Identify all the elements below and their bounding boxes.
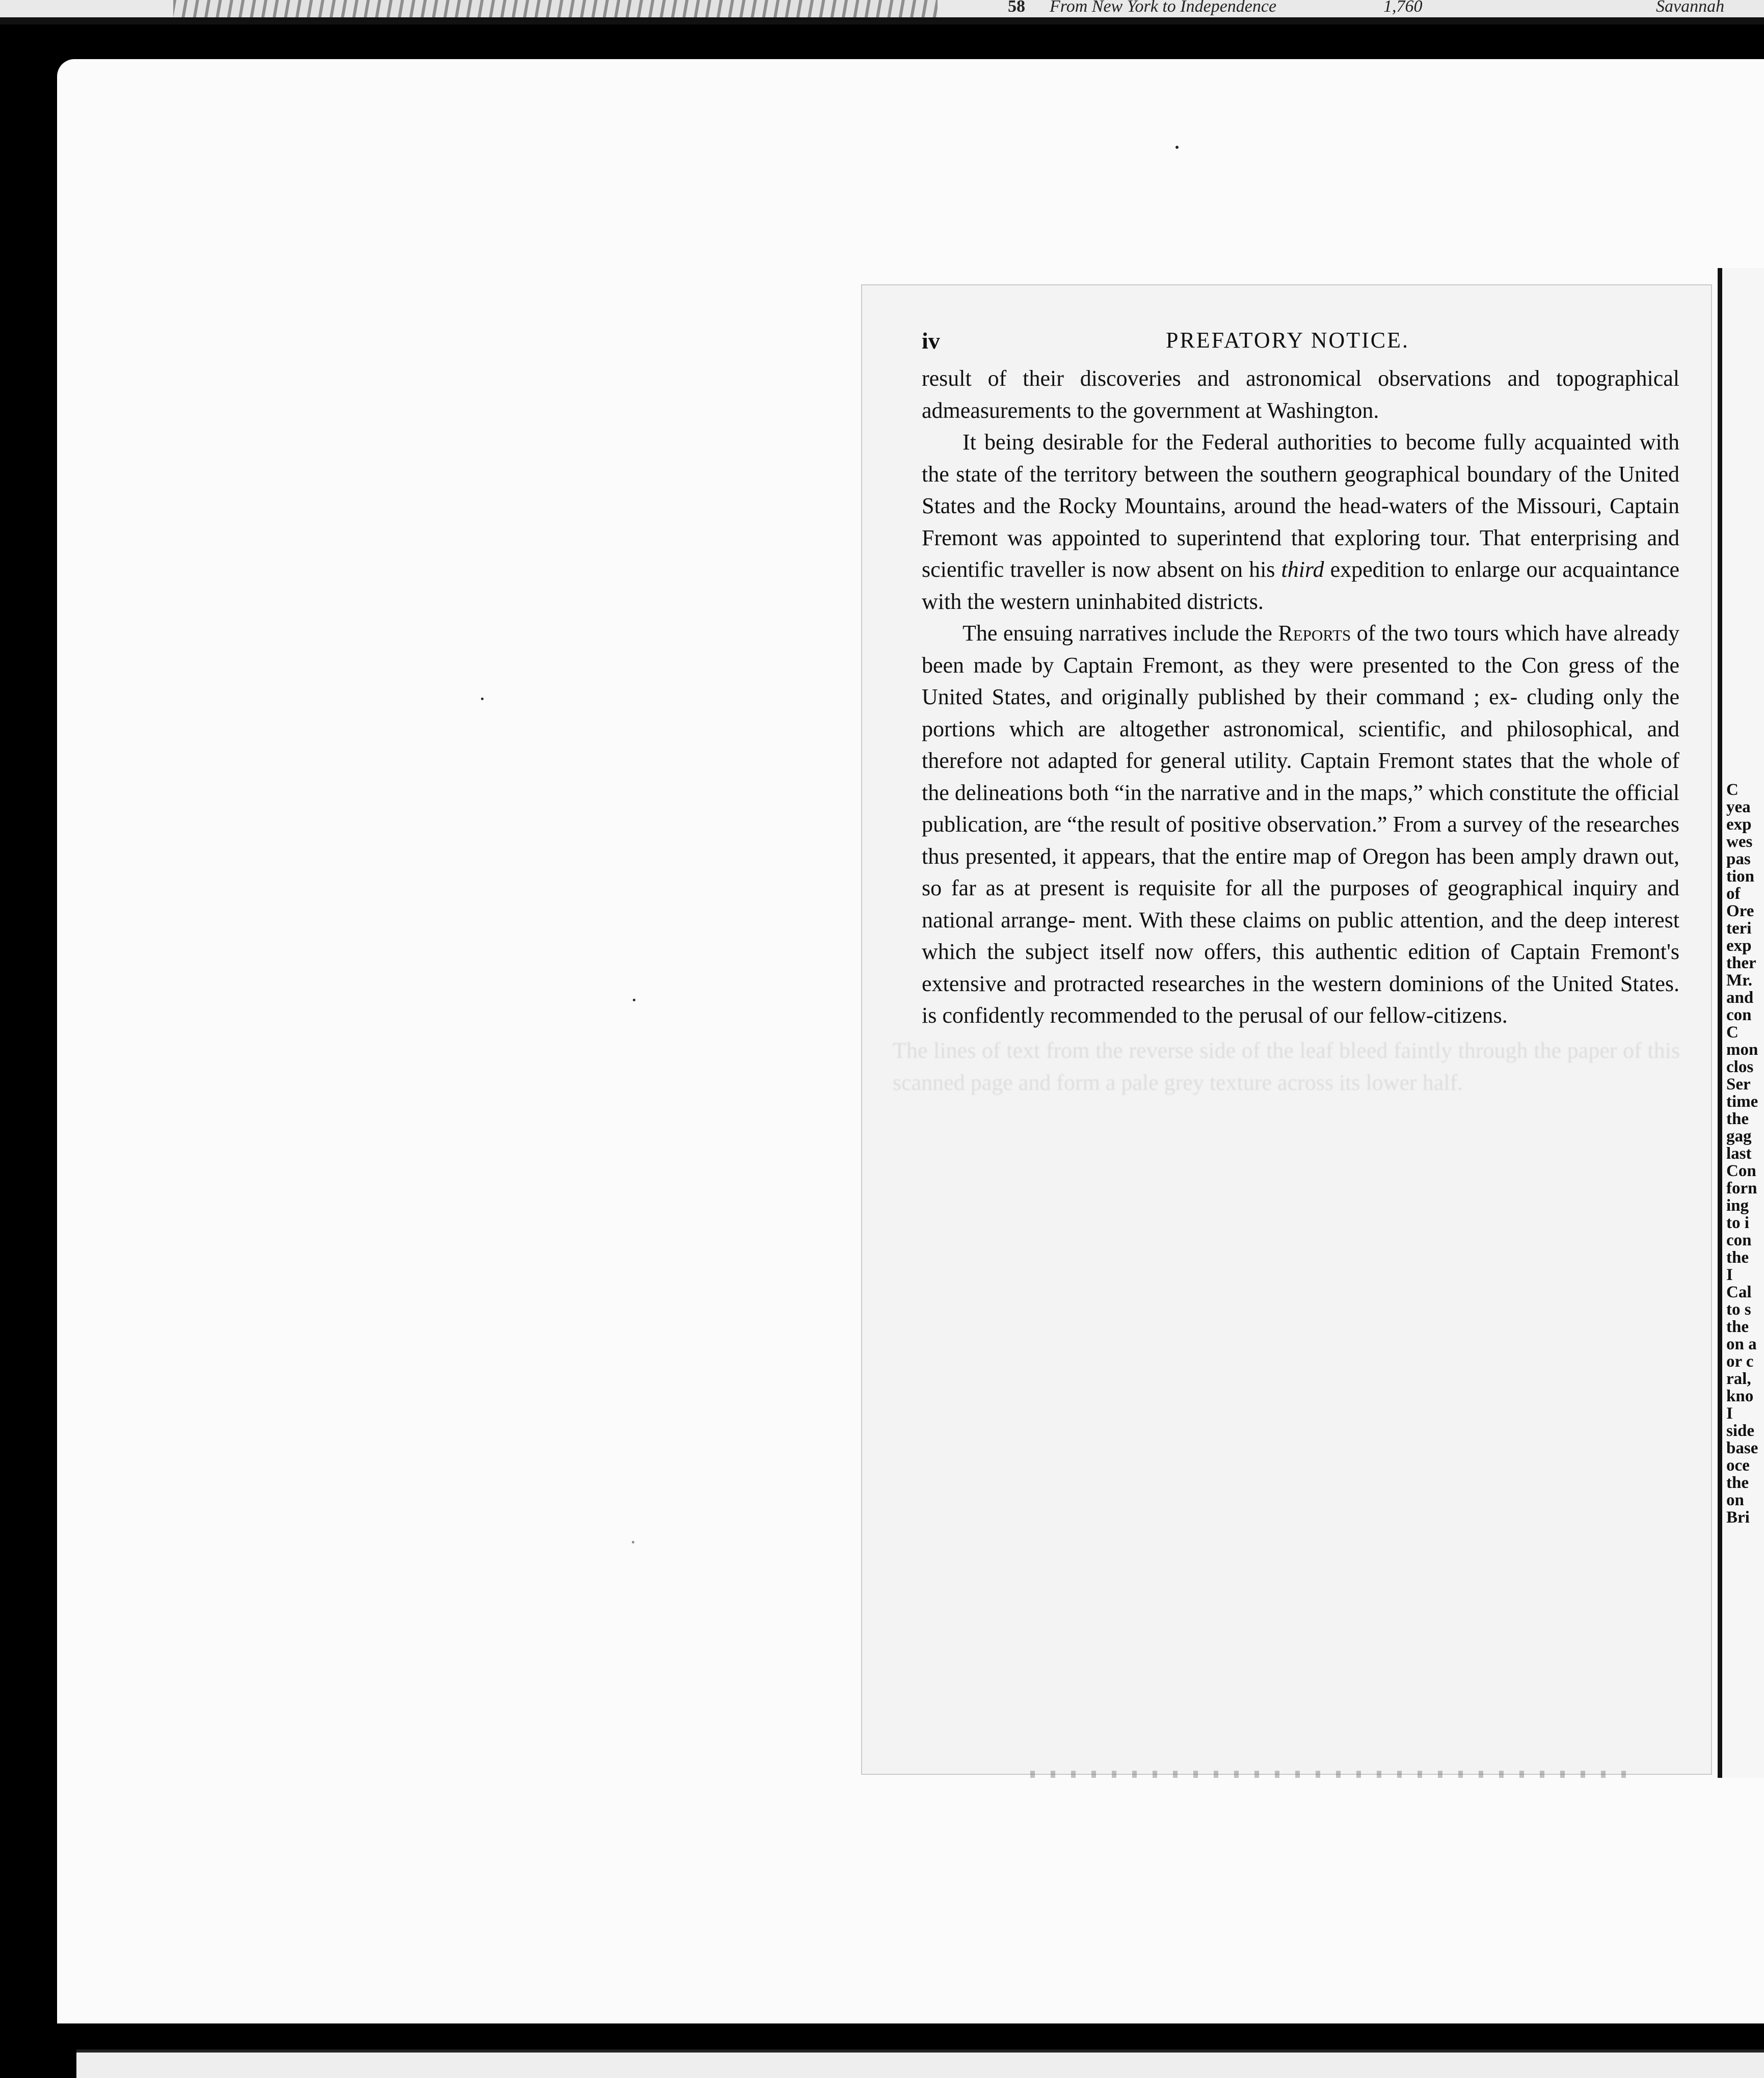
adjacent-line-fragment: C	[1726, 1023, 1739, 1042]
adjacent-document-strip	[0, 0, 1764, 24]
adjacent-line-fragment: the	[1726, 1110, 1749, 1128]
adjacent-line-fragment: ing	[1726, 1196, 1749, 1215]
adjacent-line-fragment: on	[1726, 1491, 1744, 1509]
adjacent-page-edge	[1718, 268, 1764, 1778]
adjacent-line-fragment: time	[1726, 1093, 1758, 1111]
dust-speck	[481, 698, 484, 700]
adjacent-line-fragment: wes	[1726, 833, 1753, 851]
adjacent-line-fragment: forn	[1726, 1179, 1757, 1197]
adjacent-line-fragment: oce	[1726, 1456, 1750, 1475]
adjacent-line-fragment: ther	[1726, 954, 1756, 972]
running-head: PREFATORY NOTICE.	[1165, 328, 1410, 353]
adjacent-line-fragment: Mr.	[1726, 971, 1753, 990]
adjacent-line-fragment: Bri	[1726, 1508, 1750, 1527]
book-page	[861, 284, 1712, 1775]
adjacent-line-fragment: the	[1726, 1248, 1749, 1267]
adjacent-line-fragment: base	[1726, 1439, 1758, 1457]
paragraph-3-text: The ensuing narratives include the	[963, 621, 1272, 646]
paragraph-3	[922, 618, 1679, 1032]
paragraph-2-text: It being desirable for the Federal authorities to become fully acquainted with the state of the territory between the southern geographical boundary of the United States and the Rocky Mountains, around the head-waters of the Missouri, Captain Fremont was appointed to superintend that exploring tour. That enterprising and scientific traveller is now absent on his	[922, 430, 1679, 582]
adjacent-line-fragment: I	[1726, 1266, 1733, 1284]
adjacent-line-fragment: Ore	[1726, 902, 1754, 920]
engraving-fragment	[173, 0, 938, 17]
adjacent-line-fragment: to i	[1726, 1214, 1749, 1232]
adjacent-line-fragment: clos	[1726, 1058, 1754, 1076]
dust-speck	[632, 1541, 634, 1543]
paragraph-2-tail: expedition to enlarge our acquaintance with the western uninhabited districts.	[922, 557, 1680, 614]
adjacent-line-fragment: kno	[1726, 1387, 1754, 1405]
show-through-text: The lines of text from the reverse side of the leaf bleed faintly through the paper of this scanned page and form a pale grey texture across its lower half.	[893, 1038, 1680, 1095]
body-text	[922, 363, 1679, 1032]
adjacent-line-fragment: Ser	[1726, 1075, 1751, 1094]
torn-bottom-edge	[1030, 1771, 1642, 1778]
paragraph-3-tail: of the two tours which have already been made by Captain Fremont, as they were presented to the Con gress of the United States, and originally published by their command ; ex- cluding only the portions which are altogether astronomical, scientific, and philosophical, and therefore not adapted for general utility. Captain Fremont states that the whole of the delineations both “in the narrative and in the maps,” which constitute the official publication, are “the result of positive observation.” From a survey of the researches thus presented, it appears, that the entire map of Oregon has been amply drawn out, so far as at present is requisite for all the purposes of geographical inquiry and national arrange- ment. With these claims on public attention, and the deep interest which the subject itself now offers, this authentic edition of Captain Fremont's extensive and protracted researches in the western dominions of the United States. is confidently recommended to the perusal of our fellow-citizens.	[922, 621, 1679, 1028]
adjacent-line-fragment: on a	[1726, 1335, 1757, 1353]
adjacent-page-fragments	[1726, 782, 1758, 1527]
strip-distance: 1,760	[1383, 0, 1423, 16]
adjacent-line-fragment: and	[1726, 989, 1754, 1007]
adjacent-line-fragment: exp	[1726, 815, 1752, 834]
emphasis-third: third	[1281, 557, 1324, 582]
adjacent-line-fragment: yea	[1726, 798, 1751, 816]
dust-speck	[1175, 146, 1179, 149]
adjacent-line-fragment: C	[1726, 781, 1739, 799]
adjacent-line-fragment: mon	[1726, 1041, 1758, 1059]
adjacent-line-fragment: Con	[1726, 1162, 1756, 1180]
bottom-adjacent-strip	[76, 2049, 1764, 2078]
adjacent-line-fragment: the	[1726, 1474, 1749, 1492]
adjacent-line-fragment: con	[1726, 1006, 1752, 1024]
adjacent-line-fragment: tion	[1726, 867, 1755, 886]
adjacent-line-fragment: to s	[1726, 1300, 1751, 1319]
adjacent-line-fragment: pas	[1726, 850, 1751, 868]
strip-place: Savannah	[1656, 0, 1725, 16]
adjacent-line-fragment: I	[1726, 1404, 1733, 1423]
adjacent-line-fragment: teri	[1726, 919, 1752, 938]
adjacent-line-fragment: exp	[1726, 937, 1752, 955]
strip-page-mark: 58	[1008, 0, 1025, 16]
page-number: iv	[922, 328, 940, 354]
adjacent-line-fragment: gag	[1726, 1127, 1752, 1145]
paragraph-2	[922, 427, 1679, 618]
adjacent-line-fragment: side	[1726, 1422, 1755, 1440]
reports-small-caps: Reports	[1278, 621, 1351, 646]
adjacent-line-fragment: ral,	[1726, 1370, 1751, 1388]
adjacent-line-fragment: last	[1726, 1144, 1752, 1163]
strip-route: From New York to Independence	[1050, 0, 1277, 16]
dust-speck	[633, 999, 635, 1001]
paragraph-1: result of their discoveries and astronomical observations and topographical admeasurements to the government at Washington.	[922, 366, 1679, 423]
adjacent-line-fragment: con	[1726, 1231, 1752, 1249]
adjacent-line-fragment: Cal	[1726, 1283, 1752, 1301]
adjacent-line-fragment: of	[1726, 885, 1741, 903]
adjacent-line-fragment: or c	[1726, 1352, 1754, 1371]
adjacent-line-fragment: the	[1726, 1318, 1749, 1336]
